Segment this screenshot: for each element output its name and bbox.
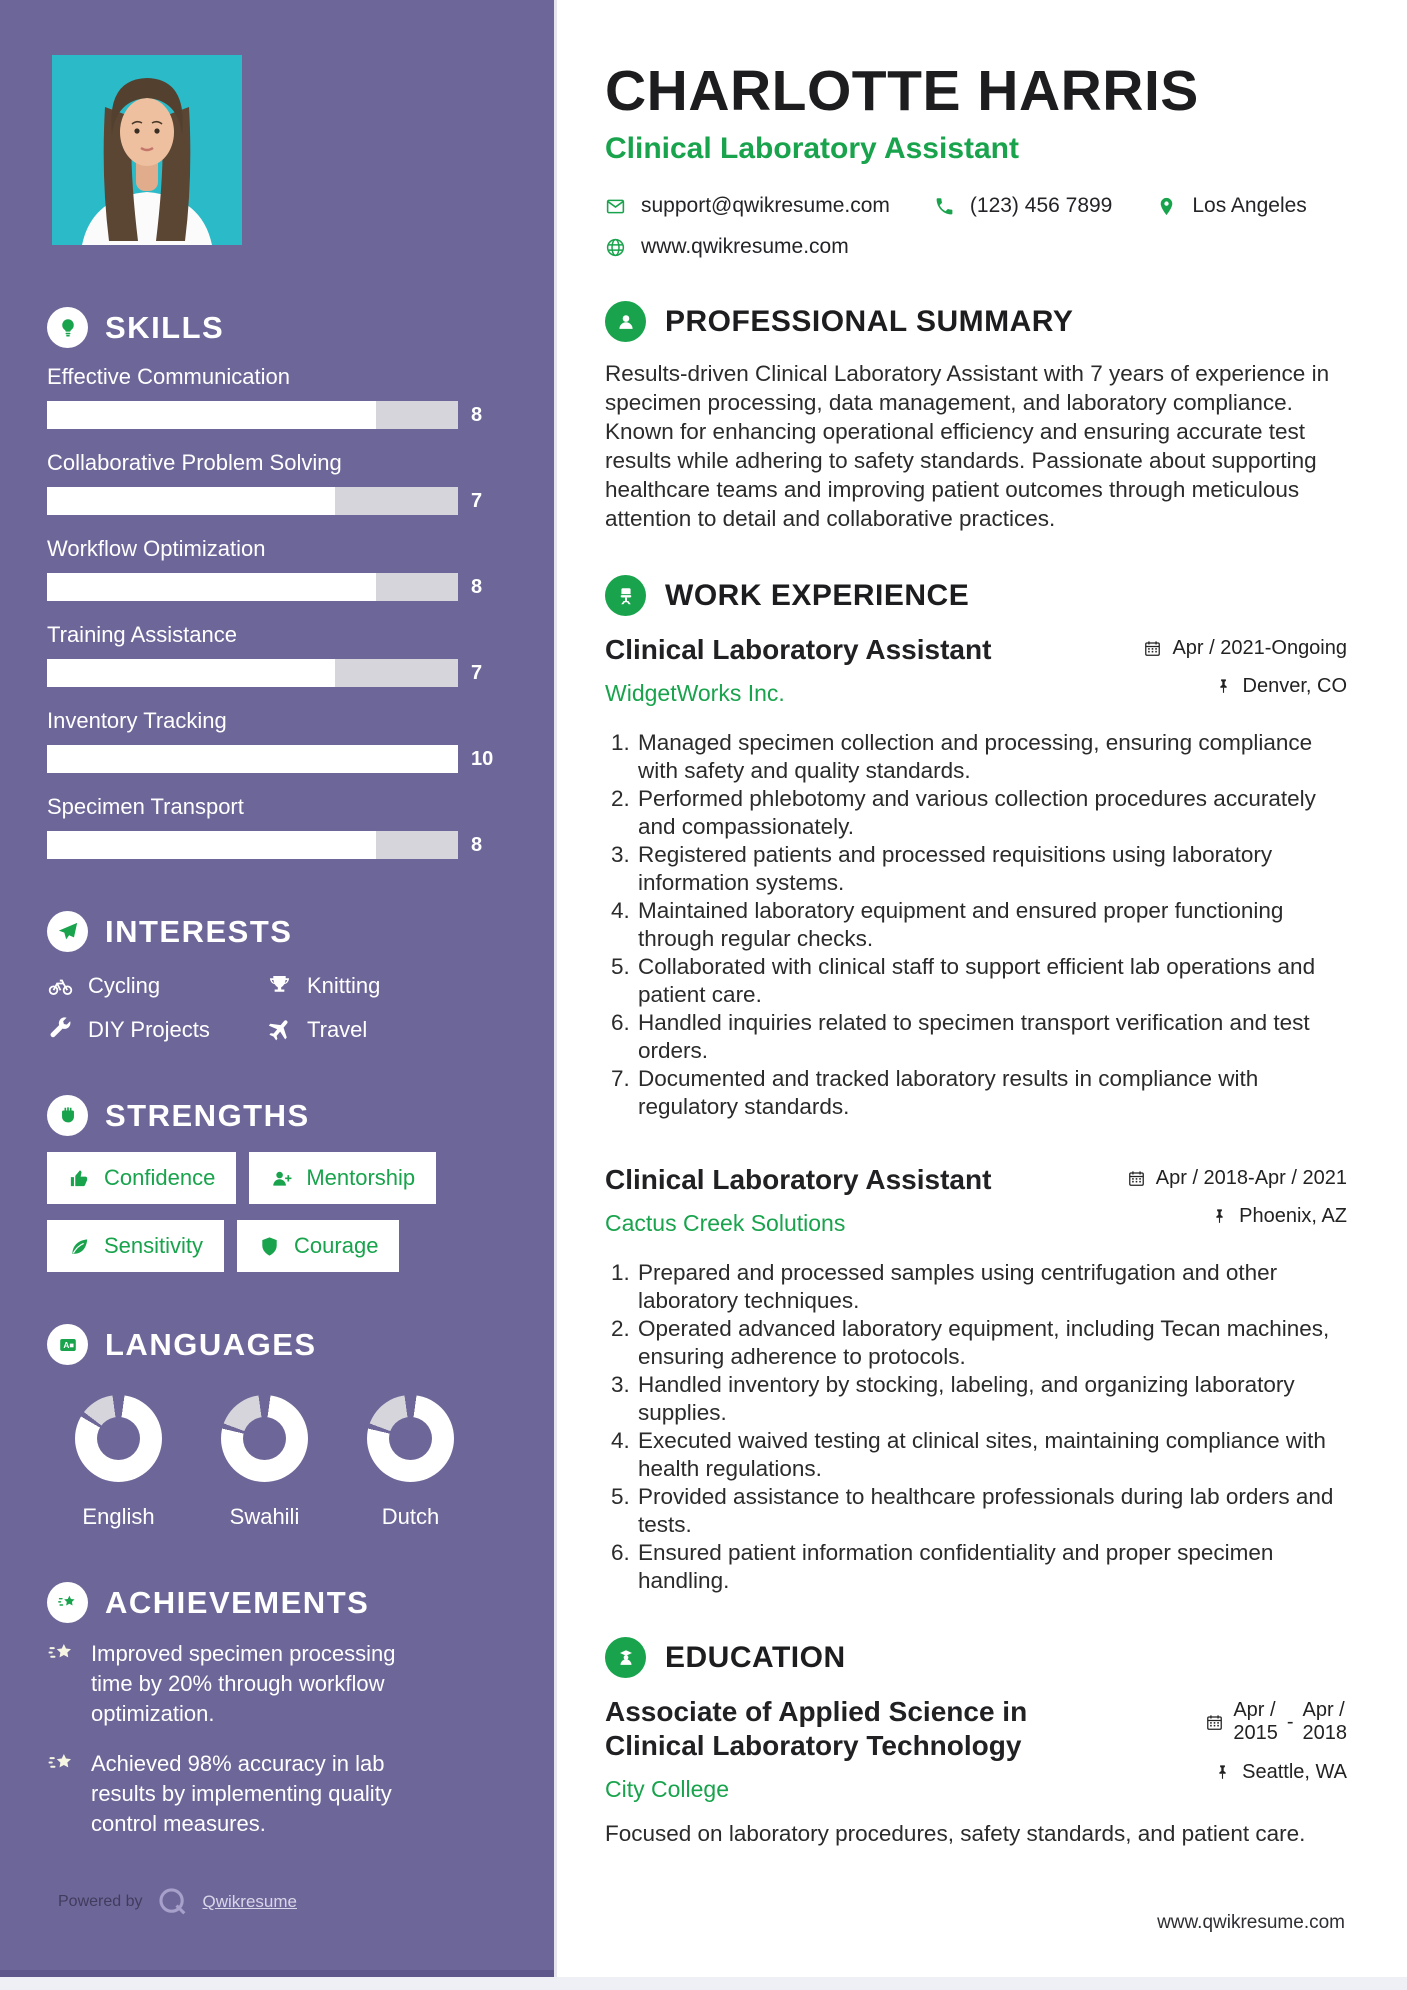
qwikresume-link[interactable]: Qwikresume xyxy=(202,1892,297,1911)
skill-value: 7 xyxy=(471,489,483,512)
achievement-item xyxy=(47,1639,498,1729)
skill-bar-fill xyxy=(47,745,458,773)
person-icon xyxy=(605,301,646,342)
candidate-title: Clinical Laboratory Assistant xyxy=(605,132,1019,165)
job-company: Cactus Creek Solutions xyxy=(605,1210,846,1236)
summary-section xyxy=(605,301,1347,533)
interests-header xyxy=(47,911,498,952)
languages-heading: LANGUAGES xyxy=(105,1326,317,1362)
skill-bar-fill xyxy=(47,573,376,601)
skill-value: 8 xyxy=(471,403,483,426)
donut-hole xyxy=(389,1417,432,1460)
job-entry-2 xyxy=(605,1163,1347,1595)
globe-icon xyxy=(605,237,626,258)
job-bullet-list xyxy=(605,729,1345,1121)
skill-name: Workflow Optimization xyxy=(47,536,266,561)
skill-name: Specimen Transport xyxy=(47,794,244,819)
strength-badge xyxy=(237,1220,399,1272)
interest-item xyxy=(266,1016,498,1043)
summary-header xyxy=(605,301,1347,342)
achievements-heading: ACHIEVEMENTS xyxy=(105,1584,370,1620)
education-location: Seattle, WA xyxy=(1097,1761,1347,1784)
achievement-text: Improved specimen processing time by 20% through workflow optimization. xyxy=(91,1641,396,1726)
language-name: Dutch xyxy=(381,1504,440,1529)
job-bullet: 1. Prepared and processed samples using centrifugation and other laboratory techniques. xyxy=(636,1259,1345,1315)
achievements-header xyxy=(47,1582,498,1623)
plane-icon xyxy=(266,1016,293,1043)
main-column xyxy=(557,0,1407,1977)
job-bullet: 6. Ensured patient information confidentiality and proper specimen handling. xyxy=(636,1539,1345,1595)
strength-badge xyxy=(47,1220,224,1272)
trophy-icon xyxy=(266,972,293,999)
office-chair-icon xyxy=(605,575,646,616)
skill-value: 8 xyxy=(471,833,483,856)
experience-heading: WORK EXPERIENCE xyxy=(665,578,970,612)
skills-header xyxy=(47,307,498,348)
job-bullet: 7. Documented and tracked laboratory results in compliance with regulatory standards. xyxy=(636,1065,1345,1121)
skill-bar-track xyxy=(47,659,458,687)
job-company: WidgetWorks Inc. xyxy=(605,680,785,706)
languages-list xyxy=(75,1395,498,1530)
job-bullet: 5. Collaborated with clinical staff to support efficient lab operations and patient care. xyxy=(636,953,1345,1009)
school-name: City College xyxy=(605,1776,729,1802)
calendar-icon xyxy=(1205,1713,1224,1732)
strength-badge xyxy=(47,1152,236,1204)
skill-bar-fill xyxy=(47,401,376,429)
job-bullet: 4. Executed waived testing at clinical sites, maintaining compliance with health regulations. xyxy=(636,1427,1345,1483)
strengths-section xyxy=(47,1095,498,1272)
skill-item xyxy=(47,364,498,429)
skill-item xyxy=(47,536,498,601)
skill-value: 8 xyxy=(471,575,483,598)
experience-header xyxy=(605,575,1347,616)
skill-item xyxy=(47,708,498,773)
fist-icon xyxy=(47,1095,88,1136)
strengths-list xyxy=(47,1152,489,1272)
interest-label: Travel xyxy=(307,1016,368,1042)
candidate-name: CHARLOTTE HARRIS xyxy=(605,59,1199,123)
interest-item xyxy=(47,1016,266,1043)
contact-phone xyxy=(934,194,1112,218)
shield-icon xyxy=(258,1235,281,1258)
powered-by-footer xyxy=(58,1885,297,1919)
pushpin-icon xyxy=(1214,677,1233,696)
phone-text: (123) 456 7899 xyxy=(969,194,1113,217)
skill-bar-track xyxy=(47,401,458,429)
interest-item xyxy=(266,972,498,999)
experience-section xyxy=(605,575,1347,1595)
leaf-icon xyxy=(68,1235,91,1258)
sidebar xyxy=(0,0,557,1977)
strength-label: Mentorship xyxy=(306,1165,416,1190)
skill-item xyxy=(47,450,498,515)
language-donut-chart xyxy=(367,1395,454,1482)
interests-list xyxy=(47,972,498,1043)
lightbulb-icon xyxy=(47,307,88,348)
education-description: Focused on laboratory procedures, safety standards, and patient care. xyxy=(605,1821,1306,1846)
education-header xyxy=(605,1637,1347,1678)
location-text: Los Angeles xyxy=(1192,194,1307,217)
footer-url: www.qwikresume.com xyxy=(1157,1912,1345,1933)
pushpin-icon xyxy=(1210,1207,1229,1226)
email-text: support@qwikresume.com xyxy=(641,194,890,217)
job-bullet: 5. Provided assistance to healthcare professionals during lab orders and tests. xyxy=(636,1483,1345,1539)
skills-list xyxy=(47,364,498,859)
powered-by-label: Powered by xyxy=(58,1893,143,1910)
job-bullet: 6. Handled inquiries related to specimen transport verification and test orders. xyxy=(636,1009,1345,1065)
interest-label: Knitting xyxy=(307,972,381,998)
shooting-star-icon xyxy=(47,1582,88,1623)
thumbs-up-icon xyxy=(68,1167,91,1190)
job-location: Phoenix, AZ xyxy=(1097,1205,1347,1228)
achievements-section xyxy=(47,1582,498,1839)
contact-website[interactable] xyxy=(605,235,849,259)
contact-location xyxy=(1156,194,1306,218)
shooting-star-icon xyxy=(47,1639,77,1669)
job-bullet-list xyxy=(605,1259,1345,1595)
skill-value: 10 xyxy=(471,747,494,770)
phone-icon xyxy=(934,196,955,217)
skill-bar-track xyxy=(47,573,458,601)
qwikresume-logo-icon xyxy=(156,1885,190,1919)
language-donut-chart xyxy=(221,1395,308,1482)
bicycle-icon xyxy=(47,972,74,999)
language-name: English xyxy=(82,1504,155,1529)
skills-section xyxy=(47,307,498,859)
job-entry-1 xyxy=(605,633,1347,1121)
skill-bar-track xyxy=(47,745,458,773)
skill-name: Inventory Tracking xyxy=(47,708,227,733)
skill-name: Training Assistance xyxy=(47,622,237,647)
achievement-text: Achieved 98% accuracy in lab results by implementing quality control measures. xyxy=(91,1751,392,1836)
paper-plane-icon xyxy=(47,911,88,952)
interest-item xyxy=(47,972,266,999)
languages-header xyxy=(47,1324,498,1365)
degree-title: Associate of Applied Science in Clinical Laboratory Technology xyxy=(605,1696,1028,1761)
job-bullet: 1. Managed specimen collection and processing, ensuring compliance with safety and quality standards. xyxy=(636,729,1345,785)
skill-item xyxy=(47,622,498,687)
strength-label: Courage xyxy=(294,1233,379,1258)
job-bullet: 3. Registered patients and processed requisitions using laboratory information systems. xyxy=(636,841,1345,897)
profile-photo xyxy=(52,55,242,245)
skill-name: Effective Communication xyxy=(47,364,290,389)
pushpin-icon xyxy=(1213,1763,1232,1782)
achievement-item xyxy=(47,1749,498,1839)
education-heading: EDUCATION xyxy=(665,1640,846,1674)
map-pin-icon xyxy=(1156,196,1177,217)
person-plus-icon xyxy=(270,1167,293,1190)
wrench-icon xyxy=(47,1016,74,1043)
graduate-icon xyxy=(605,1637,646,1678)
education-section xyxy=(605,1637,1347,1848)
calendar-icon xyxy=(1127,1169,1146,1188)
summary-text: Results-driven Clinical Laboratory Assistant with 7 years of experience in specimen processing, data management, and laboratory compliance. Known for enhancing operational efficiency and ensuring accurate test results while adhering to safety standards. Passionate about supporting healthcare teams and improving patient outcomes through meticulous attention to detail and collaborative practices. xyxy=(605,361,1330,531)
language-item xyxy=(221,1395,308,1530)
skill-bar-fill xyxy=(47,487,335,515)
contact-email[interactable] xyxy=(605,194,890,218)
translate-icon xyxy=(47,1324,88,1365)
skill-bar-track xyxy=(47,831,458,859)
calendar-icon xyxy=(1143,639,1162,658)
svg-text:A: A xyxy=(62,1340,69,1350)
interests-heading: INTERESTS xyxy=(105,913,293,949)
achievements-list xyxy=(47,1639,498,1839)
job-bullet: 4. Maintained laboratory equipment and ensured proper functioning through regular checks. xyxy=(636,897,1345,953)
skills-heading: SKILLS xyxy=(105,309,225,345)
interests-section xyxy=(47,911,498,1043)
strength-badge xyxy=(249,1152,436,1204)
summary-heading: PROFESSIONAL SUMMARY xyxy=(665,304,1074,338)
language-item xyxy=(75,1395,162,1530)
job-dates: Apr / 2021-Ongoing xyxy=(1097,637,1347,660)
shooting-star-icon xyxy=(47,1749,77,1779)
donut-hole xyxy=(97,1417,140,1460)
strength-label: Confidence xyxy=(104,1165,216,1190)
job-bullet: 2. Operated advanced laboratory equipment, including Tecan machines, ensuring adherence to protocols. xyxy=(636,1315,1345,1371)
job-bullet: 2. Performed phlebotomy and various collection procedures accurately and compassionately. xyxy=(636,785,1345,841)
skill-item xyxy=(47,794,498,859)
contact-row xyxy=(605,194,1347,259)
website-text: www.qwikresume.com xyxy=(641,235,849,258)
page-bottom-edge xyxy=(0,1977,1407,1990)
donut-hole xyxy=(243,1417,286,1460)
interest-label: Cycling xyxy=(88,972,161,998)
job-bullet: 3. Handled inventory by stocking, labeling, and organizing laboratory supplies. xyxy=(636,1371,1345,1427)
languages-section xyxy=(47,1324,498,1530)
language-item xyxy=(367,1395,454,1530)
strength-label: Sensitivity xyxy=(104,1233,204,1258)
job-title: Clinical Laboratory Assistant xyxy=(605,634,992,665)
job-title: Clinical Laboratory Assistant xyxy=(605,1164,992,1195)
strengths-header xyxy=(47,1095,498,1136)
skill-bar-fill xyxy=(47,659,335,687)
interest-label: DIY Projects xyxy=(88,1016,210,1042)
skill-name: Collaborative Problem Solving xyxy=(47,450,342,475)
job-dates: Apr / 2018-Apr / 2021 xyxy=(1097,1167,1347,1190)
skill-bar-track xyxy=(47,487,458,515)
skill-value: 7 xyxy=(471,661,483,684)
skill-bar-fill xyxy=(47,831,376,859)
language-name: Swahili xyxy=(229,1504,300,1529)
envelope-icon xyxy=(605,196,626,217)
language-donut-chart xyxy=(75,1395,162,1482)
education-dates: Apr / 2015 - Apr / 2018 xyxy=(1097,1699,1347,1745)
strengths-heading: STRENGTHS xyxy=(105,1097,310,1133)
job-location: Denver, CO xyxy=(1097,675,1347,698)
